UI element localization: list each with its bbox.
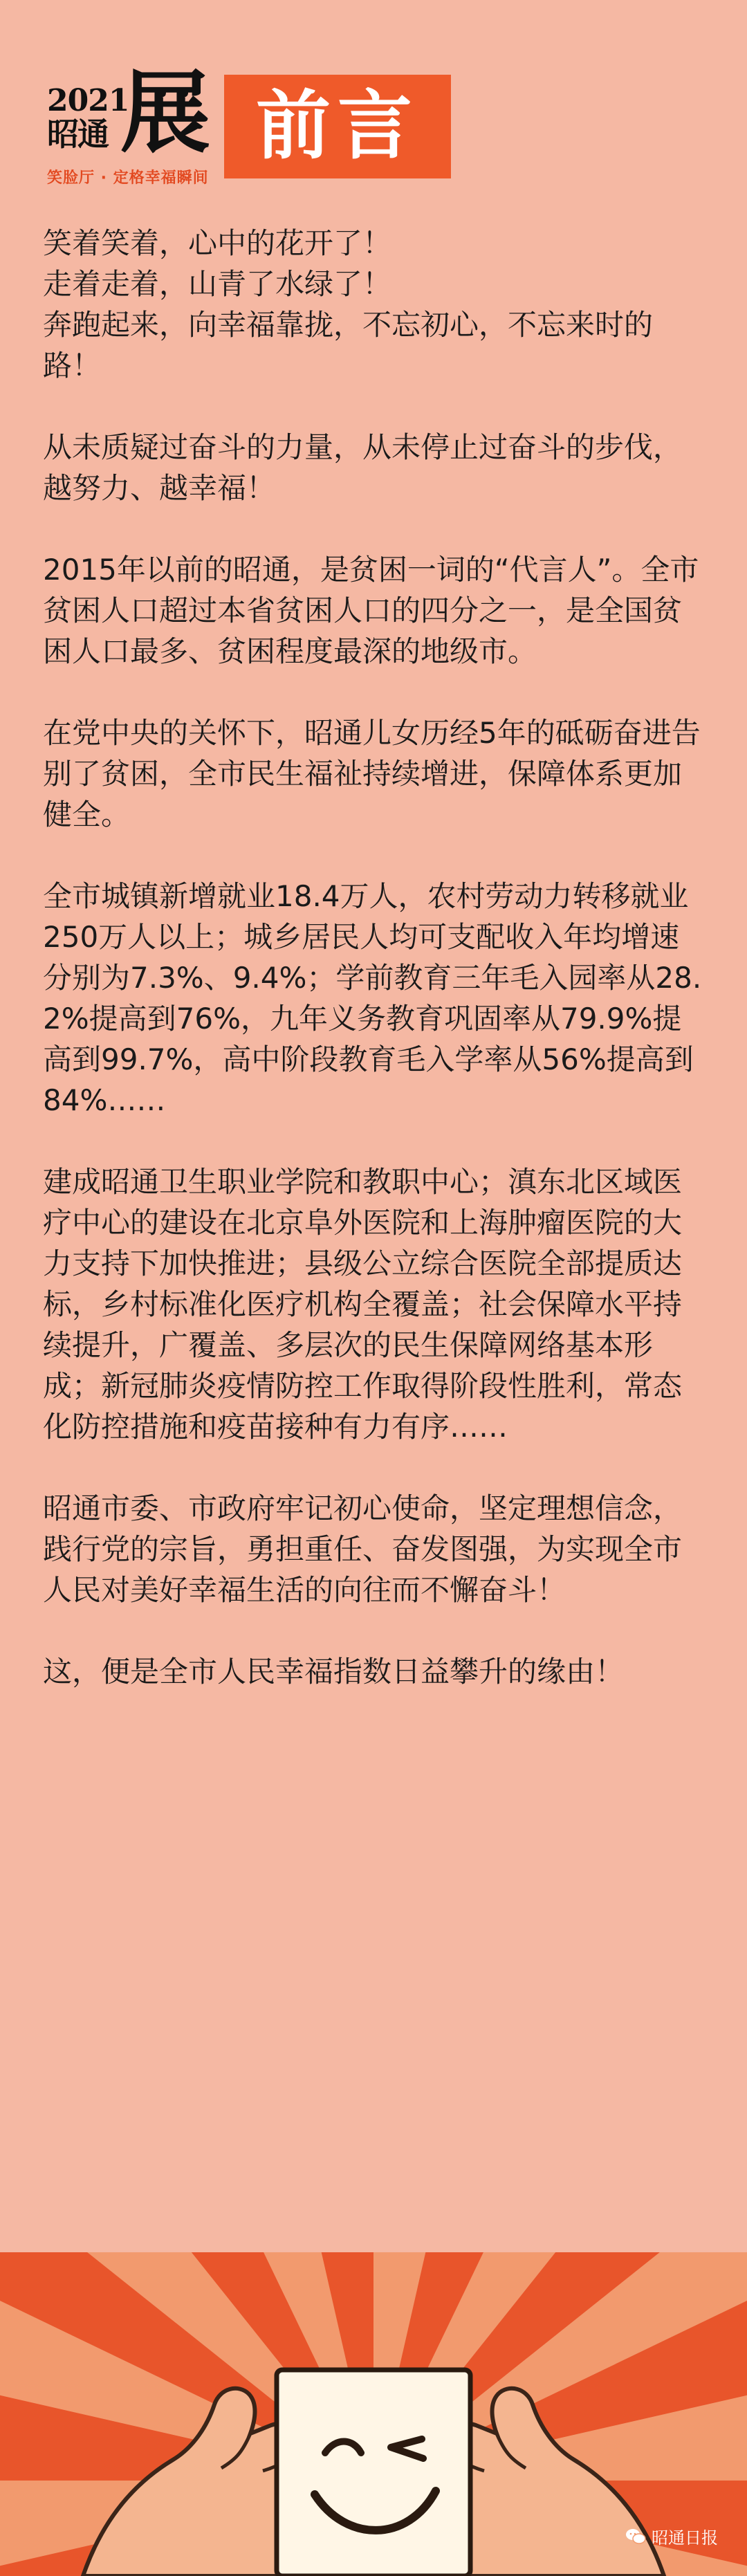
header-year: 2021 bbox=[47, 83, 129, 118]
header-city: 昭通 bbox=[47, 116, 108, 153]
paragraph-line: 建成昭通卫生职业学院和教职中心；滇东北区域医疗中心的建设在北京阜外医院和上海肿瘤医院的大力支持下加快推进；县级公立综合医院全部提质达标，乡村标准化医疗机构全覆盖；社会保障水平持续提升，广覆盖、多层次的民生保障网络基本形成；新冠肺炎疫情防控工作取得阶段性胜利，常态化防控措施和疫苗接种有力有序…… bbox=[43, 1165, 683, 1444]
smiley-illustration bbox=[0, 2252, 747, 2576]
paragraph-line: 2015年以前的昭通，是贫困一词的“代言人”。全市贫困人口超过本省贫困人口的四分之一，是全国贫困人口最多、贫困程度最深的地级市。 bbox=[43, 553, 699, 668]
article-body bbox=[43, 223, 707, 1733]
paragraph bbox=[43, 549, 707, 672]
title-box bbox=[224, 75, 451, 178]
paragraph-line: 昭通市委、市政府牢记初心使命，坚定理想信念，践行党的宗旨，勇担重任、奋发图强，为实现全市人民对美好幸福生活的向往而不懈奋斗！ bbox=[43, 1491, 683, 1607]
wechat-icon bbox=[625, 2528, 646, 2546]
header-exhibit-char: 展 bbox=[120, 59, 211, 165]
header-subtitle: 笑脸厅 · 定格幸福瞬间 bbox=[47, 169, 209, 187]
source-watermark bbox=[625, 2524, 718, 2548]
paragraph-line: 奔跑起来，向幸福靠拢，不忘初心，不忘来时的路！ bbox=[43, 308, 654, 383]
page-title: 前言 bbox=[255, 83, 419, 169]
paragraph-line: 走着走着，山青了水绿了！ bbox=[43, 267, 392, 301]
smiley-card bbox=[277, 2370, 470, 2576]
paragraph bbox=[43, 876, 707, 1121]
paragraph-line: 笑着笑着，心中的花开了！ bbox=[43, 226, 392, 260]
paragraph bbox=[43, 223, 707, 386]
paragraph bbox=[43, 1651, 707, 1692]
paragraph-line: 在党中央的关怀下，昭通儿女历经5年的砥砺奋进告别了贫困，全市民生福祉持续增进，保障体系更加健全。 bbox=[43, 716, 701, 831]
paragraph bbox=[43, 427, 707, 508]
paragraph-line: 这，便是全市人民幸福指数日益攀升的缘由！ bbox=[43, 1655, 625, 1689]
watermark-text: 昭通日报 bbox=[652, 2528, 718, 2548]
paragraph-line: 从未质疑过奋斗的力量，从未停止过奋斗的步伐，越努力、越幸福！ bbox=[43, 430, 683, 505]
paragraph-line: 全市城镇新增就业18.4万人，农村劳动力转移就业250万人以上；城乡居民人均可支配收入年均增速分别为7.3%、9.4%；学前教育三年毛入园率从28.2%提高到76%，九年义务教育巩固率从79.9%提高到99.7%，高中阶段教育毛入学率从56%提高到84%…… bbox=[43, 879, 702, 1117]
paragraph bbox=[43, 1161, 707, 1447]
paragraph bbox=[43, 712, 707, 835]
exhibition-header bbox=[43, 61, 472, 199]
paragraph bbox=[43, 1488, 707, 1610]
